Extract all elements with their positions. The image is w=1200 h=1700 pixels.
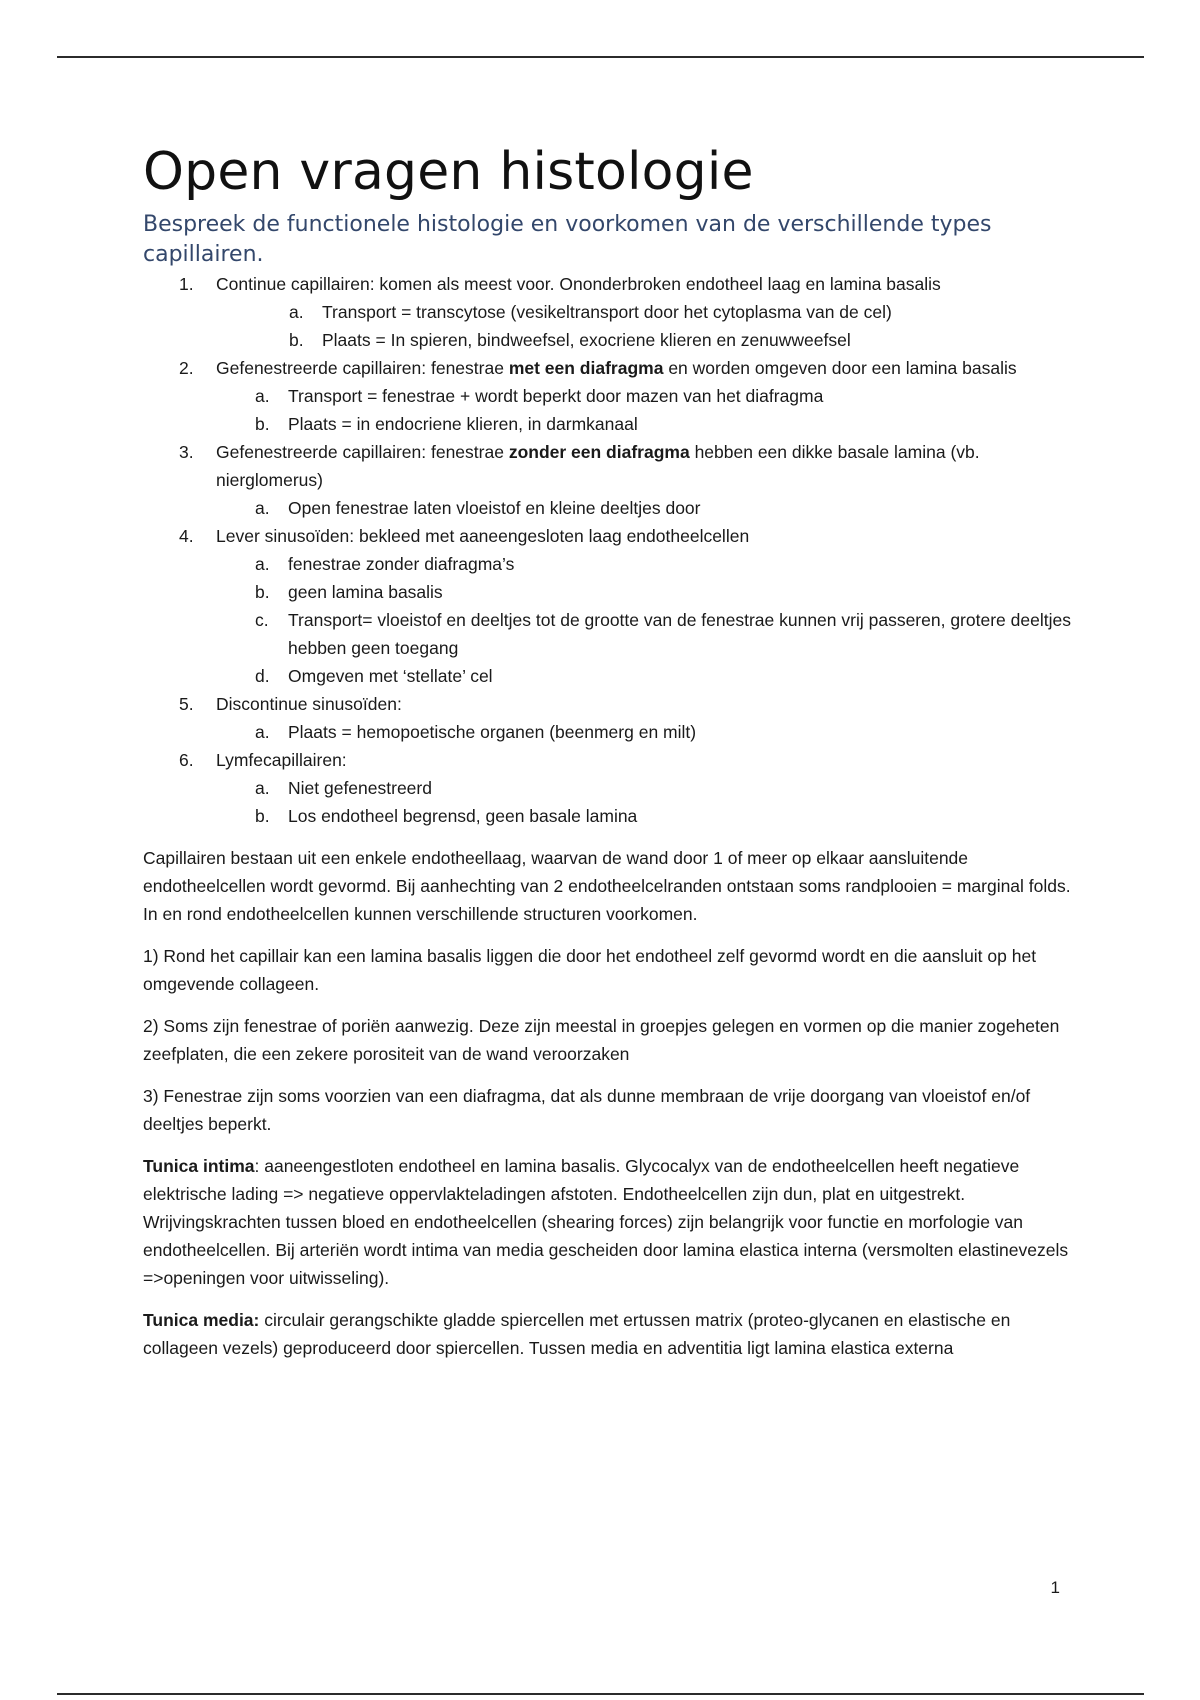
bold-text: zonder een diafragma — [508, 442, 690, 462]
list-number: 2. — [179, 358, 194, 378]
tunica-media-label: Tunica media: — [143, 1310, 260, 1330]
tunica-media-text: circulair gerangschikte gladde spiercellen met ertussen matrix (proteo-glycanen en elastische en collageen vezels) geproduceerd door spiercellen. Tussen media en adventitia ligt lamina elastica externa — [143, 1310, 1011, 1358]
sub-list-item — [216, 774, 1073, 802]
sub-list-letter: a. — [255, 554, 270, 574]
sub-list-item — [216, 410, 1073, 438]
list-item — [143, 270, 1073, 354]
text-segment: en worden omgeven door een lamina basalis — [663, 358, 1017, 378]
list-item — [143, 746, 1073, 830]
list-item — [143, 354, 1073, 438]
sub-list-text: Plaats = in endocriene klieren, in darmkanaal — [288, 414, 638, 434]
sub-list-text: Omgeven met ‘stellate’ cel — [288, 666, 493, 686]
question-heading: Bespreek de functionele histologie en voorkomen van de verschillende types capillairen. — [143, 212, 992, 267]
list-number: 6. — [179, 750, 194, 770]
document-content — [143, 140, 1073, 1376]
text-segment: Gefenestreerde capillairen: fenestrae — [216, 442, 509, 462]
list-item — [143, 690, 1073, 746]
paragraph-tunica-media — [143, 1306, 1073, 1362]
list-item-text — [216, 358, 1017, 378]
footer-rule — [57, 1693, 1144, 1695]
sub-list-text: Open fenestrae laten vloeistof en kleine deeltjes door — [288, 498, 701, 518]
sub-list-item — [216, 298, 1073, 326]
sub-list — [216, 718, 1073, 746]
sub-list-item — [216, 662, 1073, 690]
page-number: 1 — [1050, 1578, 1060, 1597]
sub-list-text: Niet gefenestreerd — [288, 778, 432, 798]
text-segment: Gefenestreerde capillairen: fenestrae — [216, 358, 509, 378]
sub-list-letter: b. — [289, 330, 304, 350]
list-number: 5. — [179, 694, 194, 714]
sub-list-letter: a. — [289, 302, 304, 322]
list-number: 4. — [179, 526, 194, 546]
list-item-text: Discontinue sinusoïden: — [216, 694, 402, 714]
sub-list-item — [216, 494, 1073, 522]
sub-list-text: Plaats = In spieren, bindweefsel, exocriene klieren en zenuwweefsel — [322, 330, 851, 350]
list-item-text: Lever sinusoïden: bekleed met aaneengesloten laag endotheelcellen — [216, 526, 750, 546]
sub-list — [216, 550, 1073, 690]
sub-list-text: Los endotheel begrensd, geen basale lamina — [288, 806, 638, 826]
sub-list-item — [216, 578, 1073, 606]
paragraph-diafragma: 3) Fenestrae zijn soms voorzien van een diafragma, dat als dunne membraan de vrije doorgang van vloeistof en/of deeltjes beperkt. — [143, 1086, 1031, 1134]
sub-list — [216, 774, 1073, 830]
sub-list — [216, 494, 1073, 522]
document-body — [143, 270, 1073, 1362]
sub-list-text: Plaats = hemopoetische organen (beenmerg en milt) — [288, 722, 697, 742]
sub-list-text: geen lamina basalis — [288, 582, 443, 602]
sub-list-letter: b. — [255, 806, 270, 826]
header-rule — [57, 56, 1144, 58]
tunica-intima-text: : aaneengestloten endotheel en lamina basalis. Glycocalyx van de endotheelcellen heeft negatieve elektrische lading => negatieve oppervlakteladingen afstoten. Endotheelcellen zijn dun, plat en uitgestrekt. Wrijvingskrachten tussen bloed en endotheelcellen (shearing forces) zijn belangrijk voor functie en morfologie van endotheelcellen. Bij arteriën wordt intima van media gescheiden door lamina elastica interna (versmolten elastinevezels =>openingen voor uitwisseling). — [143, 1156, 1069, 1288]
sub-list-item — [216, 550, 1073, 578]
sub-list-item — [216, 326, 1073, 354]
list-item-text: Continue capillairen: komen als meest voor. Ononderbroken endotheel laag en lamina basalis — [216, 274, 941, 294]
list-item — [143, 438, 1073, 522]
sub-list-text: Transport = transcytose (vesikeltransport door het cytoplasma van de cel) — [322, 302, 892, 322]
sub-list-text: fenestrae zonder diafragma’s — [288, 554, 515, 574]
sub-list-letter: a. — [255, 386, 270, 406]
sub-list-letter: d. — [255, 666, 270, 686]
sub-list-text: Transport= vloeistof en deeltjes tot de grootte van de fenestrae kunnen vrij passeren, grotere deeltjes hebben geen toegang — [288, 610, 1071, 658]
paragraph-capillary-structure: Capillairen bestaan uit een enkele endotheellaag, waarvan de wand door 1 of meer op elkaar aansluitende endotheelcellen wordt gevormd. Bij aanhechting van 2 endotheelcelranden ontstaan soms randplooien = marginal folds. In en rond endotheelcellen kunnen verschillende structuren voorkomen. — [143, 848, 1071, 924]
sub-list-item — [216, 802, 1073, 830]
sub-list — [216, 298, 1073, 354]
sub-list-item — [216, 382, 1073, 410]
list-number: 3. — [179, 442, 194, 462]
sub-list — [216, 382, 1073, 438]
list-number: 1. — [179, 274, 194, 294]
capillary-types-list — [143, 270, 1073, 830]
sub-list-item — [216, 606, 1073, 662]
sub-list-letter: a. — [255, 722, 270, 742]
paragraph-tunica-intima — [143, 1152, 1073, 1292]
list-item-text — [216, 442, 980, 490]
list-item-text: Lymfecapillairen: — [216, 750, 347, 770]
list-item — [143, 522, 1073, 690]
sub-list-letter: b. — [255, 414, 270, 434]
sub-list-letter: a. — [255, 778, 270, 798]
paragraph-fenestrae: 2) Soms zijn fenestrae of poriën aanwezig. Deze zijn meestal in groepjes gelegen en vormen op die manier zogeheten zeefplaten, die een zekere porositeit van de wand veroorzaken — [143, 1016, 1060, 1064]
tunica-intima-label: Tunica intima — [143, 1156, 255, 1176]
document-title: Open vragen histologie — [143, 142, 754, 202]
sub-list-letter: b. — [255, 582, 270, 602]
bold-text: met een diafragma — [508, 358, 664, 378]
sub-list-text: Transport = fenestrae + wordt beperkt door mazen van het diafragma — [288, 386, 824, 406]
text-segment: hebben een dikke basale lamina (vb. nierglomerus) — [216, 442, 980, 490]
sub-list-letter: c. — [255, 610, 269, 630]
paragraph-lamina-basalis: 1) Rond het capillair kan een lamina basalis liggen die door het endotheel zelf gevormd wordt en die aansluit op het omgevende collageen. — [143, 946, 1037, 994]
sub-list-item — [216, 718, 1073, 746]
sub-list-letter: a. — [255, 498, 270, 518]
